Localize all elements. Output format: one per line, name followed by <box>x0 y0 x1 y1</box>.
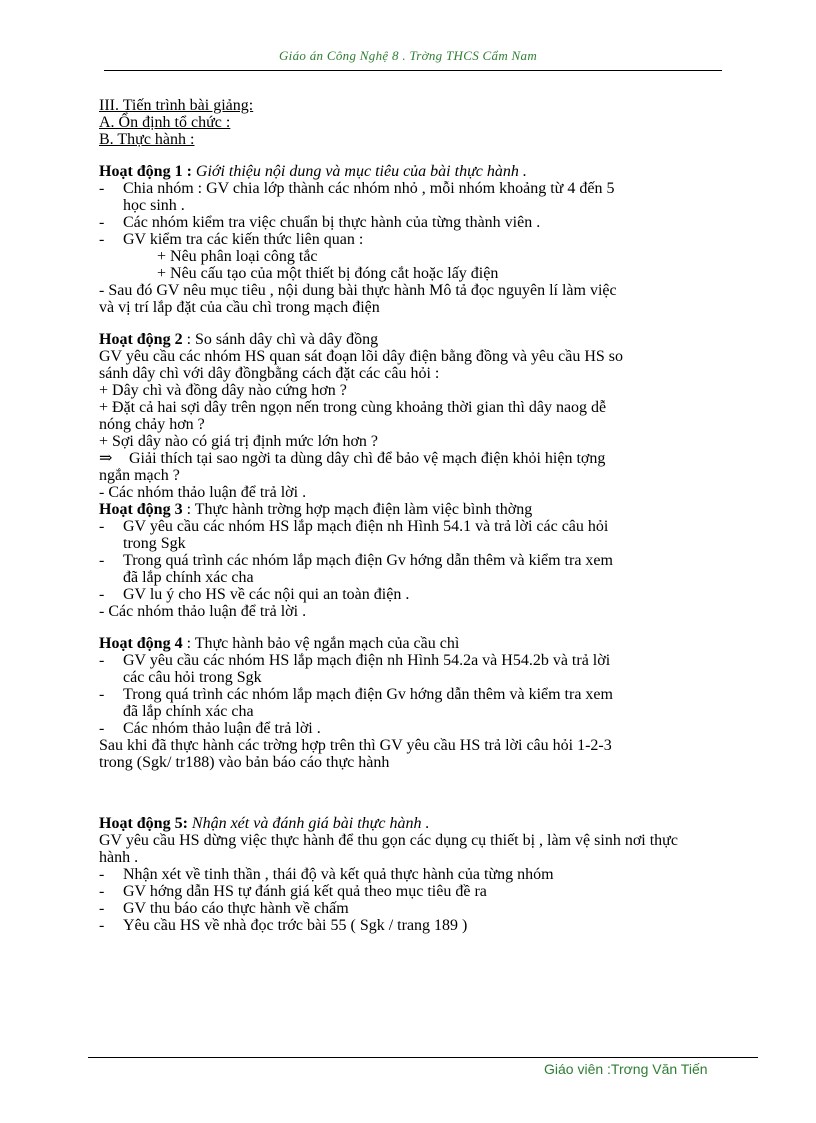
paragraph-line: sánh dây chì với dây đồngbằng cách đặt các câu hỏi : <box>99 365 440 382</box>
heading-part3: III. Tiến trình bài giảng: <box>99 97 254 114</box>
list-item: - GV lu ý cho HS về các nội qui an toàn điện . <box>99 586 410 603</box>
paragraph-line: ngắn mạch ? <box>99 467 180 484</box>
footer-teacher: Giáo viên :Trơng Văn Tiến <box>544 1061 708 1077</box>
activity3-heading <box>99 501 793 518</box>
implies-arrow-icon: ⇒ <box>99 450 113 467</box>
activity5-heading <box>99 815 793 832</box>
list-item-continuation: học sinh . <box>123 197 185 214</box>
paragraph-line: - Các nhóm thảo luận để trả lời . <box>99 484 307 501</box>
activity4-label: Hoạt động 4 <box>99 635 183 652</box>
paragraph-line: trong (Sgk/ tr188) vào bản báo cáo thực hành <box>99 754 390 771</box>
paragraph-line: nóng chảy hơn ? <box>99 416 205 433</box>
sub-item: + Nêu phân loại công tắc <box>157 248 318 265</box>
paragraph-line: + Sợi dây nào có giá trị định mức lớn hơn ? <box>99 433 379 450</box>
heading-b: B. Thực hành : <box>99 131 195 148</box>
list-item-continuation: đã lắp chính xác cha <box>123 569 254 586</box>
activity5-label: Hoạt động 5: <box>99 815 188 832</box>
activity4-heading <box>99 635 793 652</box>
paragraph-line: Sau khi đã thực hành các trờng hợp trên thì GV yêu cầu HS trả lời câu hỏi 1-2-3 <box>99 737 612 754</box>
paragraph-line: GV yêu cầu HS dừng việc thực hành để thu gọn các dụng cụ thiết bị , làm vệ sinh nơi thực <box>99 832 678 849</box>
sub-item: + Nêu cấu tạo của một thiết bị đóng cắt hoặc lấy điện <box>157 265 499 282</box>
paragraph-line: hành . <box>99 849 139 866</box>
activity1-title: Giới thiệu nội dung và mục tiêu của bài thực hành . <box>191 163 527 180</box>
list-item: - Chia nhóm : GV chia lớp thành các nhóm nhỏ , mỗi nhóm khoảng từ 4 đến 5 <box>99 180 615 197</box>
paragraph-line: + Đặt cả hai sợi dây trên ngọn nến trong cùng khoảng thời gian thì dây naog dễ <box>99 399 607 416</box>
list-item: - GV yêu cầu các nhóm HS lắp mạch điện nh Hình 54.1 và trả lời các câu hỏi <box>99 518 609 535</box>
list-item: - GV yêu cầu các nhóm HS lắp mạch điện nh Hình 54.2a và H54.2b và trả lời <box>99 652 611 669</box>
list-item: - GV hớng dẫn HS tự đánh giá kết quả theo mục tiêu đề ra <box>99 883 487 900</box>
list-item: - Các nhóm thảo luận để trả lời . <box>99 720 321 737</box>
header-rule <box>104 70 722 71</box>
heading-a: A. Ổn định tổ chức : <box>99 114 231 131</box>
list-item-continuation: đã lắp chính xác cha <box>123 703 254 720</box>
activity2-heading <box>99 331 793 348</box>
paragraph-line: GV yêu cầu các nhóm HS quan sát đoạn lõi dây điện bằng đồng và yêu cầu HS so <box>99 348 624 365</box>
list-item: - Trong quá trình các nhóm lắp mạch điện Gv hớng dẫn thêm và kiểm tra xem <box>99 686 613 703</box>
footer-rule <box>88 1057 758 1058</box>
activity3-label: Hoạt động 3 <box>99 501 183 518</box>
activity5-title: Nhận xét và đánh giá bài thực hành . <box>187 815 430 832</box>
paragraph-line: ⇒ Giải thích tại sao ngời ta dùng dây chì để bảo vệ mạch điện khỏi hiện tợng <box>99 450 606 467</box>
list-item: - Các nhóm kiểm tra việc chuẩn bị thực hành của từng thành viên . <box>99 214 541 231</box>
activity1-label: Hoạt động 1 : <box>99 163 192 180</box>
page-header-title: Giáo án Công Nghệ 8 . Trờng THCS Cẩm Nam <box>278 48 538 63</box>
list-item: - Nhận xét về tinh thần , thái độ và kết quả thực hành của từng nhóm <box>99 866 554 883</box>
list-item: - GV thu báo cáo thực hành về chấm <box>99 900 349 917</box>
list-item-continuation: các câu hỏi trong Sgk <box>123 669 262 686</box>
paragraph-line: + Dây chì và đồng dây nào cứng hơn ? <box>99 382 347 399</box>
list-item-continuation: trong Sgk <box>123 535 186 552</box>
paragraph-line: và vị trí lắp đặt của cầu chì trong mạch điện <box>99 299 380 316</box>
activity2-title: : So sánh dây chì và dây đồng <box>182 331 379 348</box>
list-item: - GV kiểm tra các kiến thức liên quan : <box>99 231 364 248</box>
lesson-content <box>99 97 793 934</box>
paragraph-line: - Các nhóm thảo luận để trả lời . <box>99 603 307 620</box>
activity4-title: : Thực hành bảo vệ ngắn mạch của cầu chì <box>182 635 460 652</box>
activity1-heading <box>99 163 793 180</box>
activity2-label: Hoạt động 2 <box>99 331 183 348</box>
paragraph-line: - Sau đó GV nêu mục tiêu , nội dung bài thực hành Mô tả đọc nguyên lí làm việc <box>99 282 617 299</box>
list-item: - Yêu cầu HS về nhà đọc trớc bài 55 ( Sgk / trang 189 ) <box>99 917 468 934</box>
list-item: - Trong quá trình các nhóm lắp mạch điện Gv hớng dẫn thêm và kiểm tra xem <box>99 552 613 569</box>
activity3-title: : Thực hành trờng hợp mạch điện làm việc bình thờng <box>182 501 533 518</box>
